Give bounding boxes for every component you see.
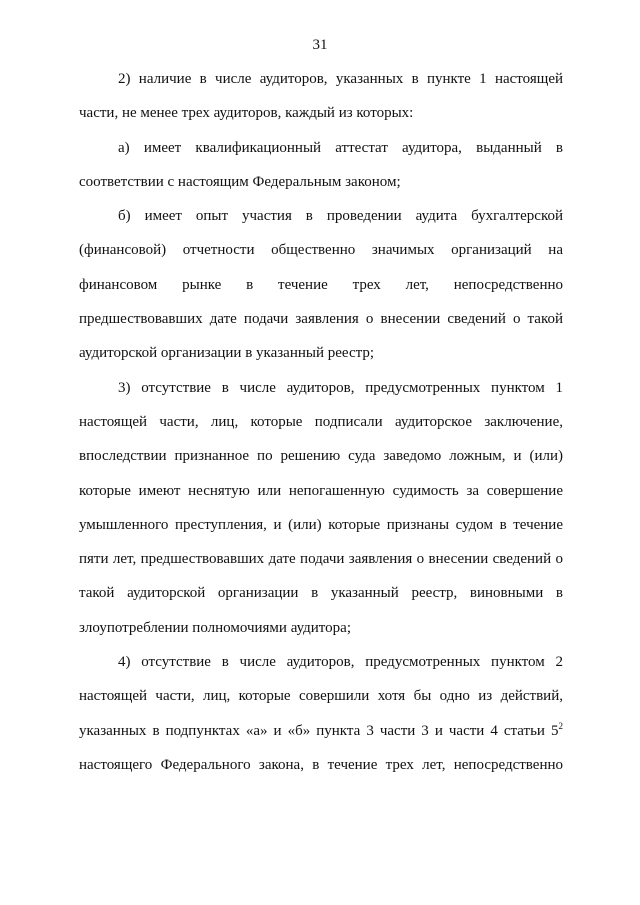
text-line: 2) наличие в числе аудиторов, указанных в пункте 1 настоящей — [118, 71, 563, 87]
text-line: пяти лет, предшествовавших дате подачи заявления о внесении сведений о — [79, 551, 563, 568]
superscript: 2 — [558, 720, 563, 731]
text-line-with-superscript — [79, 714, 563, 748]
text-line: настоящей части, лиц, которые подписали аудиторское заключение, — [79, 413, 563, 430]
text-line: настоящей части, лиц, которые совершили хотя бы одно из действий, — [79, 688, 563, 705]
text-line: которые имеют неснятую или непогашенную судимость за совершение — [79, 482, 563, 499]
page-number: 31 — [312, 37, 328, 53]
text-line: (финансовой) отчетности общественно значимых организаций на — [79, 242, 563, 259]
text-line: 3) отсутствие в числе аудиторов, предусмотренных пунктом 1 — [118, 379, 563, 396]
text-line: злоупотреблении полномочиями аудитора; — [79, 619, 351, 636]
text-line: умышленного преступления, и (или) которые признаны судом в течение — [79, 516, 563, 533]
text-line: части, не менее трех аудиторов, каждый из которых: — [79, 105, 414, 122]
text-line: аудиторской организации в указанный реестр; — [79, 345, 375, 362]
text-line: финансовом рынке в течение трех лет, непосредственно — [79, 276, 563, 293]
paragraph-item-3 — [79, 371, 563, 645]
text-line: 4) отсутствие в числе аудиторов, предусмотренных пунктом 2 — [118, 654, 563, 671]
document-body — [79, 62, 563, 782]
text-line: предшествовавших дате подачи заявления о внесении сведений о такой — [79, 311, 563, 328]
text-line: б) имеет опыт участия в проведении аудита бухгалтерской — [118, 208, 563, 225]
paragraph-subitem-a — [79, 131, 563, 200]
paragraph-item-4 — [79, 645, 563, 782]
text-line: настоящего Федерального закона, в течение трех лет, непосредственно — [79, 756, 563, 773]
text-line: такой аудиторской организации в указанный реестр, виновными в — [79, 585, 563, 602]
text-line: а) имеет квалификационный аттестат аудитора, выданный в — [118, 139, 563, 156]
text-line: соответствии с настоящим Федеральным законом; — [79, 173, 401, 190]
paragraph-subitem-b — [79, 199, 563, 370]
paragraph-item-2 — [79, 62, 563, 131]
text-line: впоследствии признанное по решению суда заведомо ложным, и (или) — [79, 448, 563, 465]
text-segment: указанных в подпунктах «а» и «б» пункта 3 части 3 и части 4 статьи 5 — [79, 722, 559, 739]
